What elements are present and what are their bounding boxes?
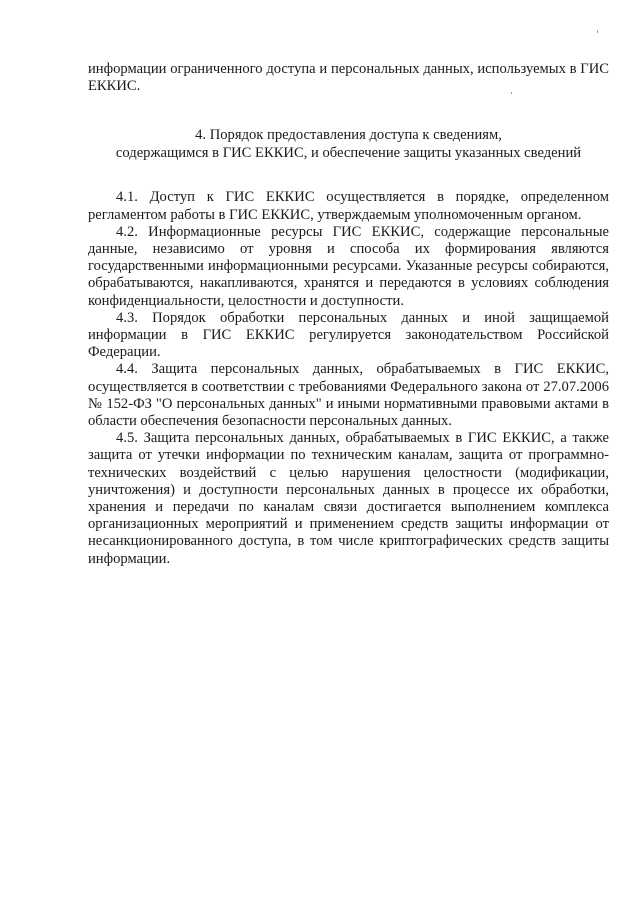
scan-mark [597,30,598,33]
paragraph-4-5: 4.5. Защита персональных данных, обрабатываемых в ГИС ЕККИС, а также защита от утечки информации по техническим каналам, защита от программно-технических воздействий с целью нарушения целостности (модификации, уничтожения) и доступности персональных данных в процессе их обработки, хранения и передачи по каналам связи достигается выполнением комплекса организационных мероприятий и применением средств защиты информации от несанкционированного доступа, в том числе криптографических средств защиты информации. [88,430,609,567]
paragraph-4-4: 4.4. Защита персональных данных, обрабатываемых в ГИС ЕККИС, осуществляется в соответствии с требованиями Федерального закона от 27.07.2006 № 152-ФЗ "О персональных данных" и иными нормативными правовыми актами в области обеспечения безопасности персональных данных. [88,361,609,430]
paragraph-4-2: 4.2. Информационные ресурсы ГИС ЕККИС, содержащие персональные данные, независимо от уровня и способа их формирования являются государственными информационными ресурсами. Указанные ресурсы собираются, обрабатываются, накапливаются, хранятся и передаются в условиях соблюдения конфиденциальности, целостности и доступности. [88,223,609,309]
section-heading-line-1: 4. Порядок предоставления доступа к сведениям, [195,127,502,144]
document-body [88,61,609,568]
paragraph-4-3: 4.3. Порядок обработки персональных данных и иной защищаемой информации в ГИС ЕККИС регулируется законодательством Российской Федерации. [88,309,609,361]
section-heading-line-2: содержащимся в ГИС ЕККИС, и обеспечение защиты указанных сведений [115,145,582,162]
intro-paragraph: информации ограниченного доступа и персональных данных, используемых в ГИС ЕККИС. [88,61,609,95]
paragraph-4-1: 4.1. Доступ к ГИС ЕККИС осуществляется в порядке, определенном регламентом работы в ГИС ЕККИС, утверждаемым уполномоченным органом. [88,189,609,223]
section-heading [88,126,609,162]
